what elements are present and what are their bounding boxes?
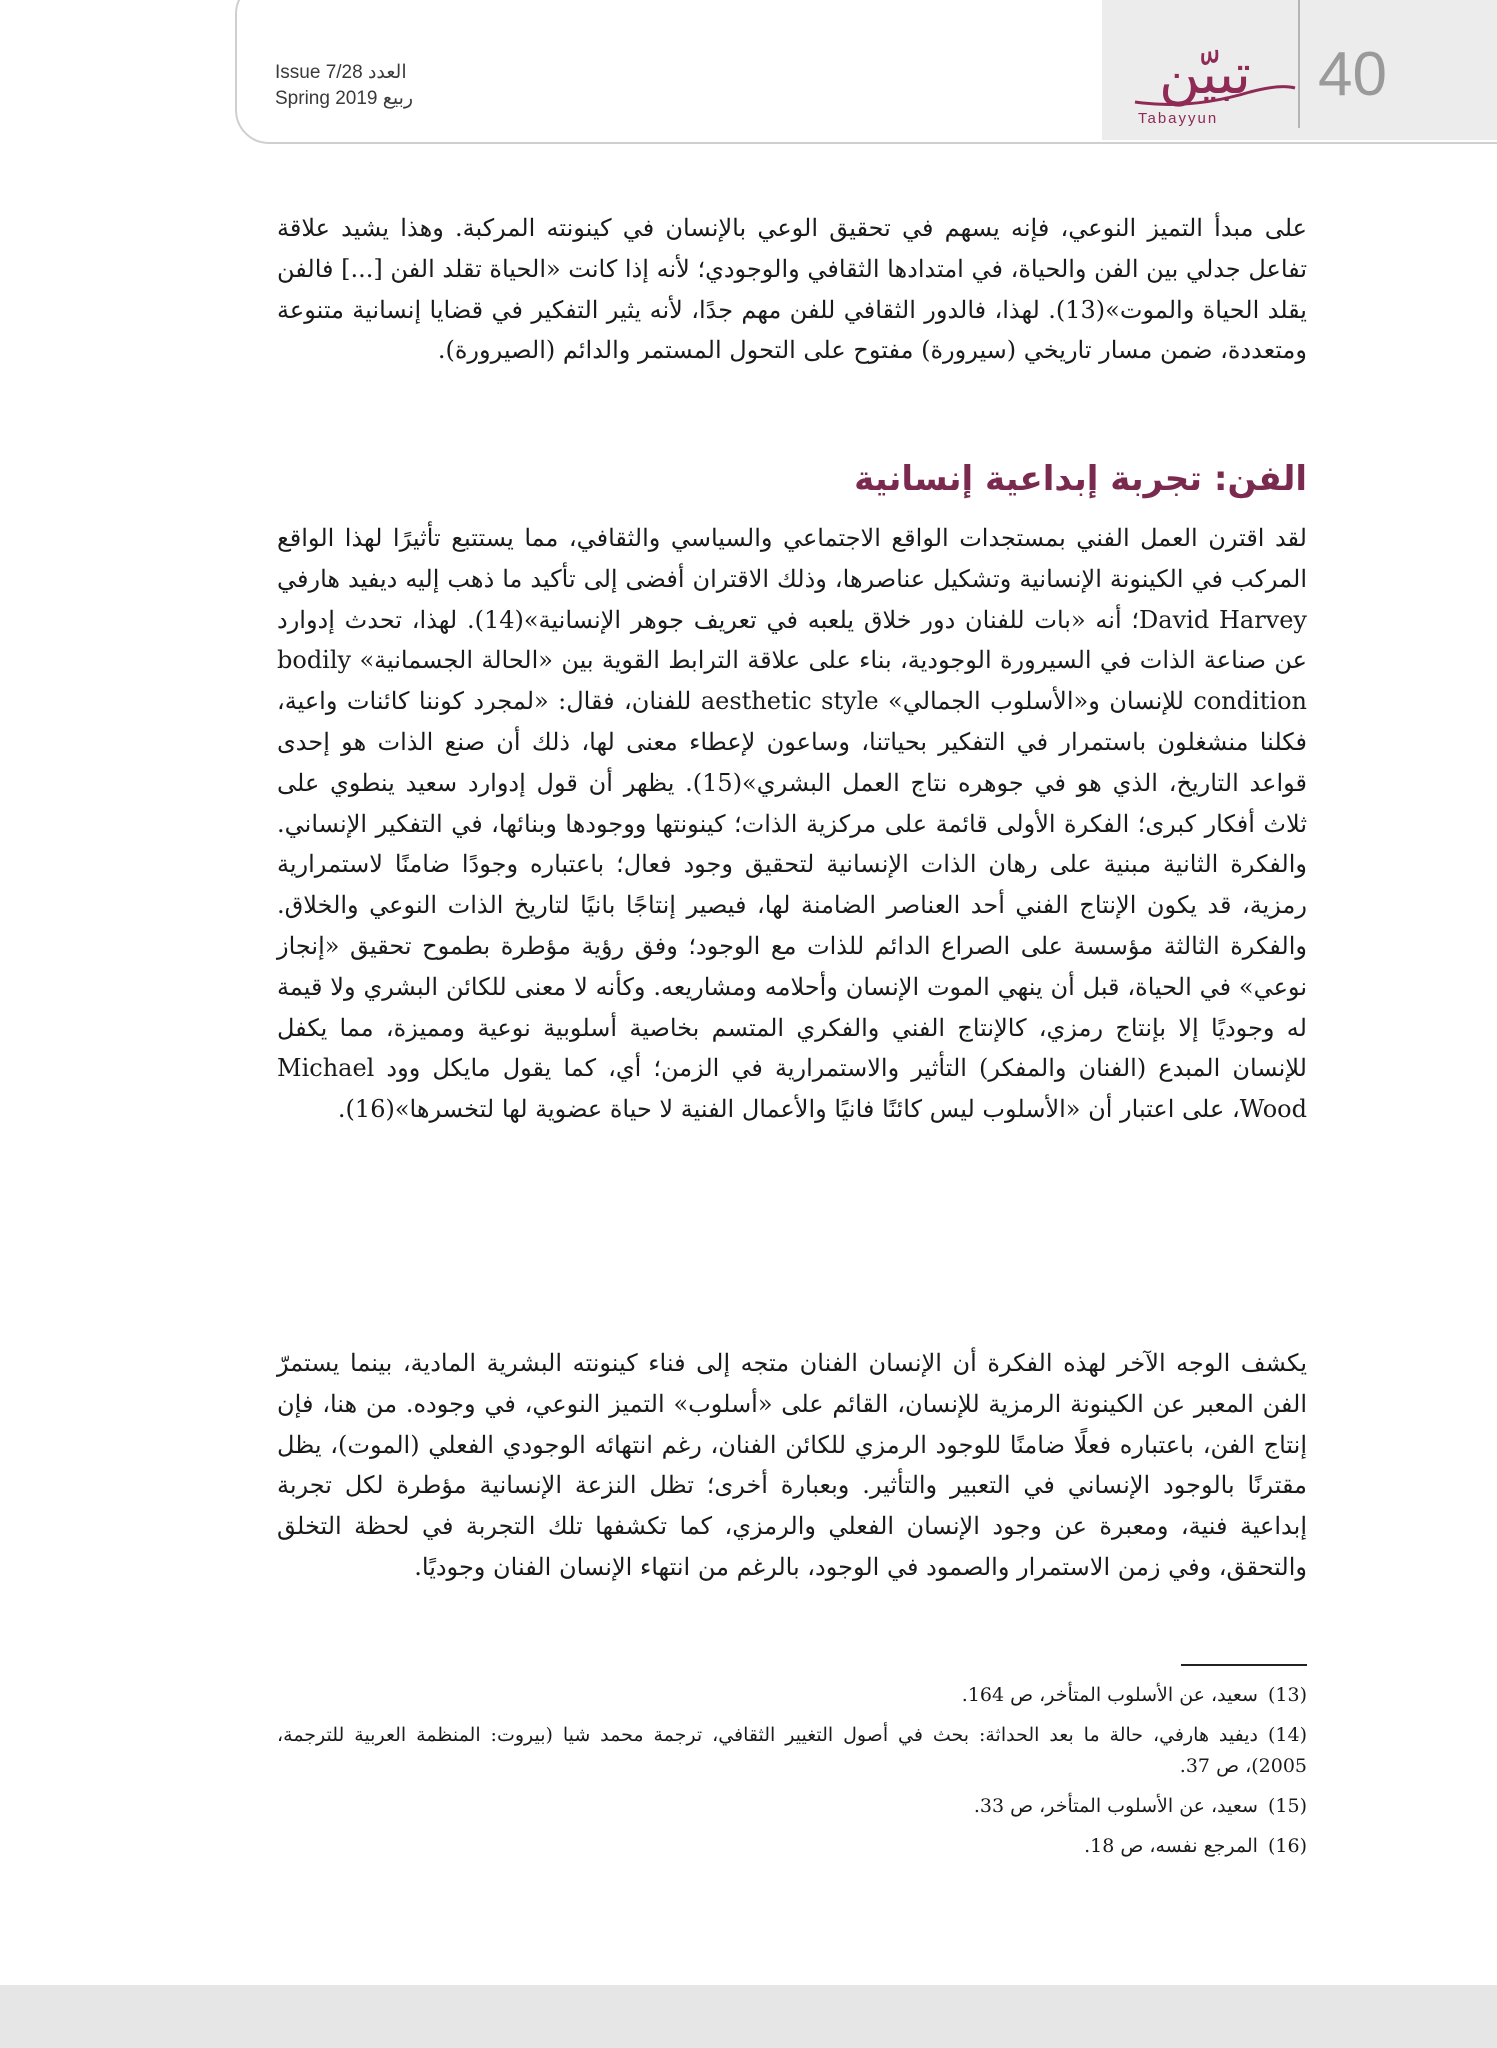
season-line: Spring 2019 ربيع [275, 88, 414, 109]
logo-latin-text: Tabayyun [1138, 110, 1219, 127]
footnotes [277, 1680, 1307, 1871]
section-heading: الفن: تجربة إبداعية إنسانية [854, 459, 1307, 499]
footnote-13: (13)سعيد، عن الأسلوب المتأخر، ص 164. [961, 1684, 1307, 1706]
page-number: 40 [1318, 40, 1387, 109]
footnote-15: (15)سعيد، عن الأسلوب المتأخر، ص 33. [973, 1795, 1307, 1817]
footnote-14: (14)ديفيد هارفي، حالة ما بعد الحداثة: بحث في أصول التغيير الثقافي، ترجمة محمد شيا (بيروت: المنظمة العربية للترجمة، 2005)، ص 37. [277, 1724, 1307, 1777]
issue-line: Issue 7/28 العدد [275, 62, 407, 83]
header-divider [1298, 0, 1300, 128]
footer-band [0, 1985, 1497, 2048]
footnote-divider [1181, 1664, 1307, 1666]
paragraph-1: على مبدأ التميز النوعي، فإنه يسهم في تحقيق الوعي بالإنسان في كينونته المركبة. وهذا يشيد علاقة تفاعل جدلي بين الفن والحياة، في امتدادها الثقافي والوجودي؛ لأنه إذا كانت «الحياة تقلد الفن [...] فالفن يقلد الحياة والموت»(13). لهذا، فالدور الثقافي للفن مهم جدًا، لأنه يثير التفكير في قضايا إنسانية متنوعة ومتعددة، ضمن مسار تاريخي (سيرورة) مفتوح على التحول المستمر والدائم (الصيرورة). [277, 214, 1307, 365]
issue-info [275, 60, 413, 112]
tabayyun-logo: تبيّن [1158, 42, 1251, 107]
paragraph-3: يكشف الوجه الآخر لهذه الفكرة أن الإنسان الفنان متجه إلى فناء كينونته البشرية المادية، بينما يستمرّ الفن المعبر عن الكينونة الرمزية للإنسان، القائم على «أسلوب» التميز النوعي، في وجوده. من هنا، فإن إنتاج الفن، باعتباره فعلًا ضامنًا للوجود الرمزي للكائن الفنان، رغم انتهائه الوجودي الفعلي (الموت)، يظل مقترنًا بالوجود الإنساني في التعبير والتأثير. وبعبارة أخرى؛ تظل النزعة الإنسانية مؤطرة لكل تجربة إبداعية فنية، ومعبرة عن وجود الإنسان الفعلي والرمزي، كما تكشفها تلك التجربة في لحظة التخلق والتحقق، وفي زمن الاستمرار والصمود في الوجود، بالرغم من انتهاء الإنسان الفنان وجوديًا. [277, 1349, 1307, 1581]
footnote-16: (16)المرجع نفسه، ص 18. [1084, 1835, 1307, 1857]
logo-swash-icon [1130, 80, 1300, 110]
paragraph-2: لقد اقترن العمل الفني بمستجدات الواقع الاجتماعي والسياسي والثقافي، مما يستتبع تأثيرًا لهذا الواقع المركب في الكينونة الإنسانية وتشكيل عناصرها، وذلك الاقتران أفضى إلى تأكيد ما ذهب إليه ديفيد هارفي David Harvey؛ أنه «بات للفنان دور خلاق يلعبه في تعريف جوهر الإنسانية»(14). لهذا، تحدث إدوارد عن صناعة الذات في السيرورة الوجودية، بناء على علاقة الترابط القوية بين «الحالة الجسمانية» bodily condition للإنسان و«الأسلوب الجمالي» aesthetic style للفنان، فقال: «لمجرد كوننا كائنات واعية، فكلنا منشغلون باستمرار في التفكير بحياتنا، وساعون لإعطاء معنى لها، ذلك أن صنع الذات هو إحدى قواعد التاريخ، الذي هو في جوهره نتاج العمل البشري»(15). يظهر أن قول إدوارد سعيد ينطوي على ثلاث أفكار كبرى؛ الفكرة الأولى قائمة على مركزية الذات؛ كينونتها ووجودها وبنائها، في التفكير الإنساني. والفكرة الثانية مبنية على رهان الذات الإنسانية لتحقيق وجود فعال؛ باعتباره وجودًا ضامنًا لاستمرارية رمزية، قد يكون الإنتاج الفني أحد العناصر الضامنة لها، فيصير إنتاجًا بانيًا لتاريخ الذات النوعي والخلاق. والفكرة الثالثة مؤسسة على الصراع الدائم للذات مع الوجود؛ وفق رؤية مؤطرة بطموح تحقيق «إنجاز نوعي» في الحياة، قبل أن ينهي الموت الإنسان وأحلامه ومشاريعه. وكأنه لا معنى للكائن البشري ولا قيمة له وجوديًا إلا بإنتاج رمزي، كالإنتاج الفني والفكري المتسم بخاصية أسلوبية نوعية ومميزة، مما يكفل للإنسان المبدع (الفنان والمفكر) التأثير والاستمرارية في الزمن؛ أي، كما يقول مايكل وود Michael Wood، على اعتبار أن «الأسلوب ليس كائنًا فانيًا والأعمال الفنية لا حياة عضوية لها لتخسرها»(16). [277, 524, 1308, 1124]
